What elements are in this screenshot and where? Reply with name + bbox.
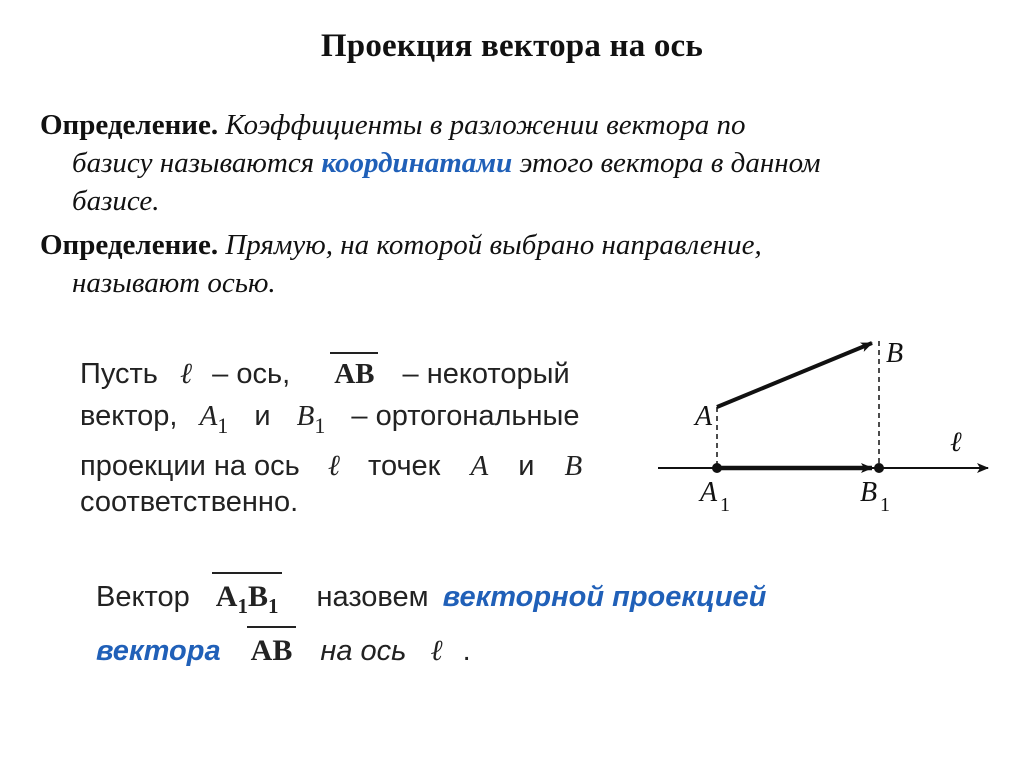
text: .	[462, 635, 471, 667]
ell-symbol: ℓ	[430, 635, 443, 667]
label-axis: ℓ	[950, 427, 962, 458]
label-b1: B	[860, 477, 878, 508]
definition-text: базису называются	[72, 147, 315, 179]
text: Пусть	[80, 358, 158, 390]
subscript: 1	[314, 413, 326, 438]
conclusion-line	[96, 634, 471, 668]
text: – ось,	[212, 358, 291, 390]
projection-diagram	[650, 325, 1000, 525]
point-a: A	[470, 450, 489, 482]
text: назовем	[316, 581, 429, 613]
ell-symbol: ℓ	[179, 358, 193, 390]
definition-axis	[40, 226, 970, 302]
term-vector-projection: векторной проекцией	[442, 581, 767, 613]
vector-ab: AB	[334, 358, 374, 390]
definition-continuation	[40, 144, 970, 182]
point-b: B	[564, 450, 583, 482]
point-b1: B	[296, 400, 315, 432]
definition-continuation: называют осью.	[72, 267, 276, 299]
text: – ортогональные	[351, 400, 580, 432]
vector-a1b1: $A_1B_1$	[216, 580, 279, 613]
vector-ab: AB	[251, 634, 293, 667]
definition-label: Определение.	[40, 109, 219, 141]
label-a1: A	[700, 477, 718, 508]
conclusion-line	[96, 580, 767, 618]
term-vector: вектора	[96, 635, 221, 667]
subscript: 1	[217, 413, 229, 438]
text: Вектор	[96, 581, 190, 613]
definition-text: Коэффициенты в разложении вектора по	[225, 109, 746, 141]
text: на ось	[320, 635, 407, 667]
term-coordinates: координатами	[321, 147, 513, 179]
label-b1-sub: 1	[880, 494, 890, 516]
text: и	[518, 450, 535, 482]
definition-text: Прямую, на которой выбрано направление,	[225, 229, 762, 261]
text: вектор,	[80, 400, 178, 432]
paragraph-line	[80, 450, 582, 483]
ell-symbol: ℓ	[327, 450, 340, 482]
point-a1: A	[199, 400, 218, 432]
definition-coordinates	[40, 106, 970, 220]
text: проекции на ось	[80, 450, 300, 482]
label-a1-sub: 1	[720, 494, 730, 516]
text: – некоторый	[402, 358, 570, 390]
vector-ab-arrow	[717, 343, 872, 407]
point-b1-dot	[874, 463, 884, 473]
point-a1-dot	[712, 463, 722, 473]
text: точек	[368, 450, 441, 482]
paragraph-line: соответственно.	[80, 486, 299, 518]
slide-title: Проекция вектора на ось	[320, 28, 704, 64]
label-b: B	[886, 338, 904, 369]
paragraph-line	[80, 400, 580, 438]
definition-label: Определение.	[40, 229, 219, 261]
definition-continuation: базисе.	[72, 185, 160, 217]
paragraph-line	[80, 358, 570, 391]
label-a: A	[695, 401, 713, 432]
text: и	[254, 400, 271, 432]
definition-text: этого вектора в данном	[519, 147, 821, 179]
